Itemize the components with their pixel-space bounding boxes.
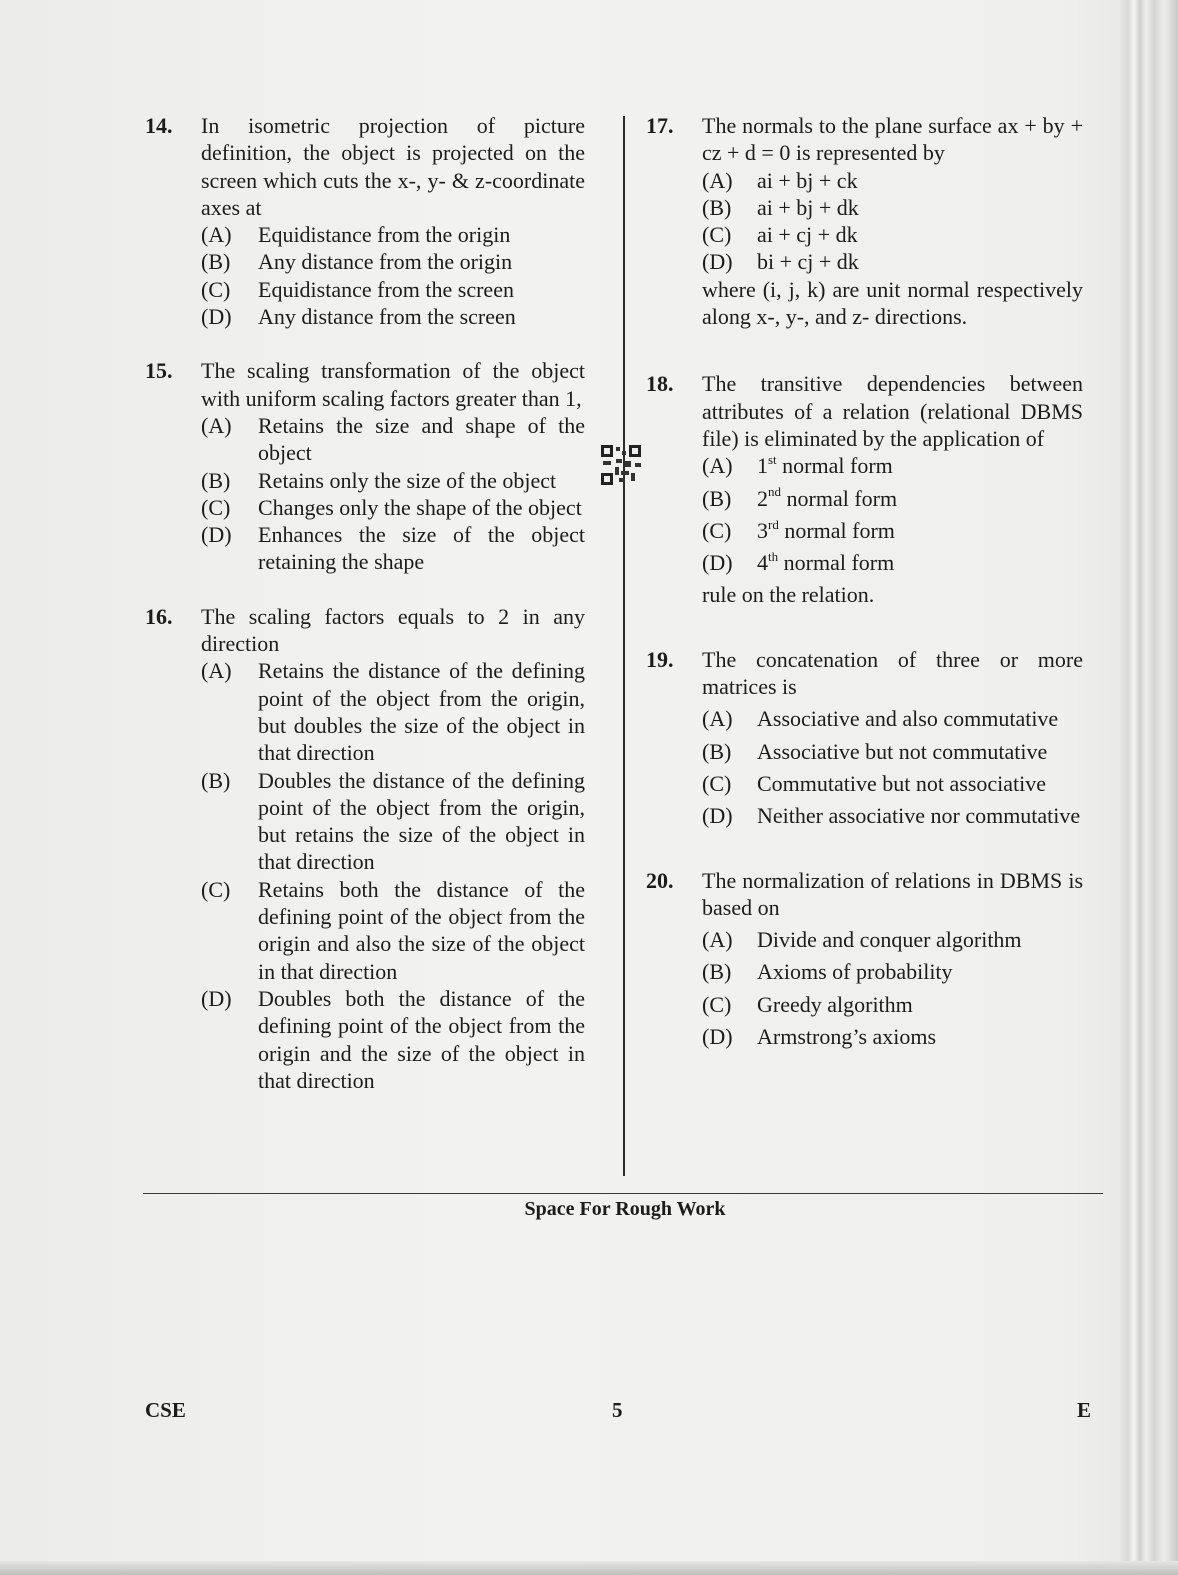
option-a — [702, 167, 1083, 194]
option-text: Changes only the shape of the object — [258, 494, 582, 520]
option-text: Any distance from the screen — [258, 304, 516, 330]
book-binding — [1120, 0, 1178, 1575]
option-c — [702, 770, 1083, 797]
question-stem: The scaling transformation of the object with uniform scaling factors greater than 1, — [201, 358, 585, 411]
option-text: normal form — [786, 485, 898, 511]
option-text: ai + bj + dk — [757, 194, 859, 220]
option-label: (D) — [201, 522, 232, 548]
left-column — [145, 112, 585, 1094]
option-label: (B) — [702, 959, 732, 985]
ordinal: 4 — [757, 550, 768, 576]
column-divider — [623, 116, 625, 1176]
ordinal: 3 — [757, 517, 768, 543]
option-label: (D) — [702, 803, 733, 829]
question-stem: The normals to the plane surface ax + by + cz + d = 0 is represented by — [702, 113, 1083, 166]
option-text: Axioms of probability — [757, 959, 953, 985]
option-text: Retains only the size of the object — [258, 467, 557, 493]
question-stem: The normalization of relations in DBMS is based on — [702, 867, 1083, 920]
option-d — [201, 303, 585, 330]
question-16 — [145, 603, 585, 1094]
option-text: normal form — [782, 453, 893, 479]
option-b — [702, 194, 1083, 221]
option-d — [702, 802, 1083, 829]
footer-subject: CSE — [145, 1398, 186, 1422]
option-text: Any distance from the origin — [258, 249, 513, 275]
option-label: (D) — [702, 249, 733, 275]
question-stem: The concatenation of three or more matrices is — [702, 646, 1083, 700]
option-c — [201, 876, 585, 985]
option-label: (D) — [702, 550, 733, 576]
option-label: (C) — [702, 991, 732, 1017]
option-text: Doubles the distance of the defining point of the object from the origin, but retains the size of the object in that direction — [258, 767, 585, 875]
option-label: (B) — [702, 194, 732, 220]
question-20 — [646, 867, 1083, 1051]
option-label: (A) — [702, 453, 733, 479]
option-label: (A) — [702, 927, 733, 953]
option-text: Doubles both the distance of the defining point of the object from the origin and the size of the object in that direction — [258, 985, 585, 1093]
option-text: Associative and also commutative — [757, 706, 1059, 732]
question-number: 16. — [145, 603, 173, 629]
option-a — [702, 452, 1083, 479]
option-c — [702, 221, 1083, 248]
rough-work-divider — [143, 1193, 1103, 1194]
option-c — [201, 494, 585, 521]
option-a — [201, 221, 585, 248]
option-text: Greedy algorithm — [757, 991, 913, 1017]
footer-page-number: 5 — [612, 1398, 623, 1422]
option-text: Divide and conquer algorithm — [757, 927, 1022, 953]
question-note: where (i, j, k) are unit normal respectively along x-, y-, and z- directions. — [702, 276, 1083, 330]
option-label: (B) — [201, 249, 231, 275]
ordinal-suffix: st — [768, 451, 777, 467]
option-d — [702, 549, 1083, 576]
option-text: Neither associative nor commutative — [757, 803, 1081, 829]
question-15 — [145, 357, 585, 575]
option-label: (B) — [201, 767, 231, 793]
ordinal-suffix: rd — [768, 516, 779, 532]
question-14 — [145, 112, 585, 330]
option-b — [201, 767, 585, 876]
question-number: 18. — [646, 371, 674, 397]
option-label: (D) — [201, 985, 232, 1011]
option-label: (A) — [201, 658, 232, 684]
page-edge — [0, 1561, 1178, 1575]
option-text: Equidistance from the origin — [258, 222, 511, 248]
ordinal: 1 — [757, 453, 768, 479]
option-label: (D) — [702, 1024, 733, 1050]
question-stem: The transitive dependencies between attributes of a relation (relational DBMS file) is eliminated by the application of — [702, 371, 1083, 451]
option-d — [201, 985, 585, 1094]
option-d — [201, 521, 585, 576]
question-19 — [646, 646, 1083, 830]
option-d — [702, 1023, 1083, 1050]
option-text: Retains the distance of the defining point of the object from the origin, but doubles the size of the object in that direction — [258, 658, 585, 766]
question-17 — [646, 112, 1083, 330]
option-label: (C) — [201, 876, 231, 902]
ordinal: 2 — [757, 485, 768, 511]
rough-work-label: Space For Rough Work — [524, 1198, 726, 1220]
option-text: Armstrong’s axioms — [757, 1024, 937, 1050]
option-b — [702, 738, 1083, 765]
option-label: (A) — [702, 706, 733, 732]
question-number: 17. — [646, 113, 674, 138]
option-d — [702, 248, 1083, 275]
option-text: Retains both the distance of the defining point of the object from the origin and also the size of the object in that direction — [258, 876, 585, 984]
option-label: (C) — [702, 222, 732, 248]
question-stem: The scaling factors equals to 2 in any direction — [201, 603, 585, 657]
footer-series: E — [1077, 1398, 1092, 1422]
option-a — [702, 926, 1083, 953]
question-number: 14. — [145, 113, 173, 138]
question-note: rule on the relation. — [702, 582, 875, 608]
option-b — [201, 248, 585, 275]
option-a — [201, 657, 585, 766]
option-label: (A) — [201, 222, 232, 248]
option-label: (C) — [702, 770, 732, 796]
option-text: Associative but not commutative — [757, 738, 1048, 764]
option-label: (B) — [702, 485, 732, 511]
option-b — [201, 467, 585, 494]
option-text: Retains the size and shape of the object — [258, 412, 585, 466]
option-b — [702, 958, 1083, 985]
question-number: 19. — [646, 646, 674, 672]
option-text: normal form — [783, 550, 895, 576]
question-stem: In isometric projection of picture definition, the object is projected on the screen which cuts the x-, y- & z-coordinate axes at — [201, 113, 585, 220]
option-c — [702, 991, 1083, 1018]
option-label: (B) — [702, 738, 732, 764]
ordinal-suffix: nd — [768, 484, 781, 500]
option-label: (C) — [201, 276, 231, 302]
option-label: (A) — [201, 412, 232, 438]
option-c — [201, 276, 585, 303]
option-text: normal form — [784, 517, 895, 543]
option-label: (B) — [201, 467, 231, 493]
option-a — [702, 705, 1083, 732]
option-b — [702, 485, 1083, 512]
right-column — [646, 112, 1083, 1050]
option-text: ai + bj + ck — [757, 167, 858, 193]
ordinal-suffix: th — [768, 548, 779, 564]
option-c — [702, 517, 1083, 544]
question-number: 20. — [646, 867, 674, 893]
option-label: (D) — [201, 304, 232, 330]
option-text: Enhances the size of the object retaining the shape — [258, 522, 585, 575]
option-label: (A) — [702, 167, 733, 193]
option-text: ai + cj + dk — [757, 222, 858, 248]
question-number: 15. — [145, 358, 173, 384]
qr-code-icon — [601, 445, 641, 485]
option-label: (C) — [201, 494, 231, 520]
option-text: Commutative but not associative — [757, 770, 1047, 796]
option-text: bi + cj + dk — [757, 249, 859, 275]
option-label: (C) — [702, 517, 732, 543]
question-18 — [646, 370, 1083, 608]
option-text: Equidistance from the screen — [258, 276, 514, 302]
option-a — [201, 412, 585, 467]
